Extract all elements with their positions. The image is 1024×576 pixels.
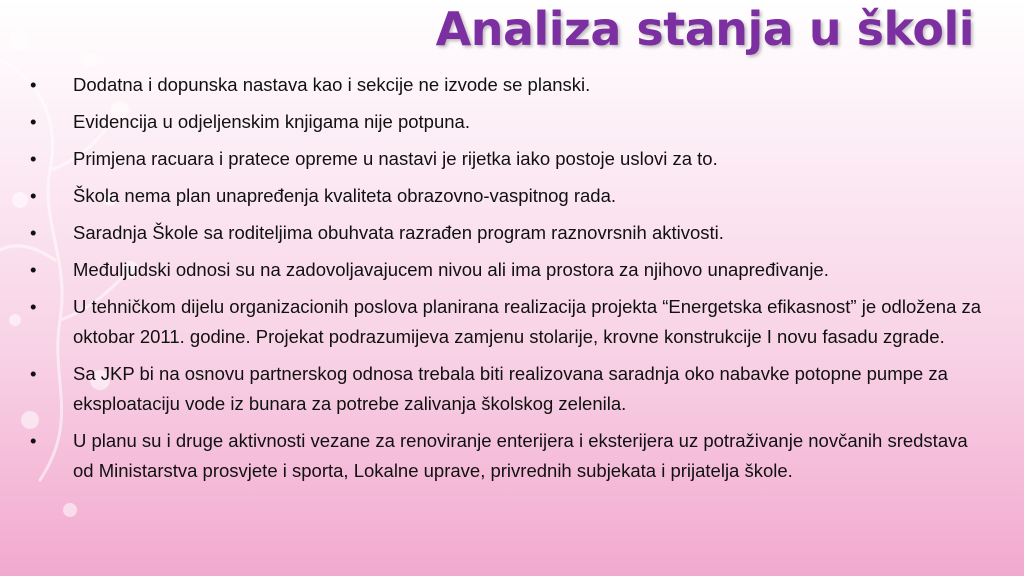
bullet-list: [30, 70, 990, 493]
list-item: [30, 426, 990, 486]
bullet-marker: •: [30, 185, 37, 206]
bullet-text: Međuljudski odnosi su na zadovoljavajucem nivou ali ima prostora za njihovo unapređivanje.: [73, 259, 829, 280]
bullet-text: Primjena racuara i pratece opreme u nastavi je rijetka iako postoje uslovi za to.: [73, 148, 718, 169]
bullet-marker: •: [30, 111, 37, 132]
bullet-marker: •: [30, 296, 37, 317]
bullet-text: Evidencija u odjeljenskim knjigama nije potpuna.: [73, 111, 470, 132]
bullet-text: U planu su i druge aktivnosti vezane za renoviranje enterijera i eksterijera uz potraživanje novčanih sredstava od Ministarstva prosvjete i sporta, Lokalne uprave, privrednih subjekata i prijatelja škole.: [73, 430, 968, 481]
bullet-text: Škola nema plan unapređenja kvaliteta obrazovno-vaspitnog rada.: [73, 185, 617, 206]
bullet-text: Saradnja Škole sa roditeljima obuhvata razrađen program raznovrsnih aktivosti.: [73, 222, 724, 243]
bullet-marker: •: [30, 74, 37, 95]
list-item: [30, 107, 990, 137]
slide-title: Analiza stanja u školi: [435, 2, 974, 56]
bullet-text: Sa JKP bi na osnovu partnerskog odnosa trebala biti realizovana saradnja oko nabavke potopne pumpe za eksploataciju vode iz bunara za potrebe zalivanja školskog zelenila.: [73, 363, 948, 414]
list-item: [30, 359, 990, 419]
list-item: [30, 181, 990, 211]
list-item: [30, 292, 990, 352]
bullet-marker: •: [30, 430, 37, 451]
bullet-marker: •: [30, 148, 37, 169]
bullet-text: U tehničkom dijelu organizacionih poslova planirana realizacija projekta “Energetska efikasnost” je odložena za oktobar 2011. godine. Projekat podrazumijeva zamjenu stolarije, krovne konstrukcije I novu fasadu zgrade.: [73, 296, 982, 347]
list-item: [30, 218, 990, 248]
bullet-marker: •: [30, 363, 37, 384]
list-item: [30, 144, 990, 174]
bullet-marker: •: [30, 222, 37, 243]
list-item: [30, 70, 990, 100]
bullet-marker: •: [30, 259, 37, 280]
bullet-text: Dodatna i dopunska nastava kao i sekcije ne izvode se planski.: [73, 74, 591, 95]
list-item: [30, 255, 990, 285]
